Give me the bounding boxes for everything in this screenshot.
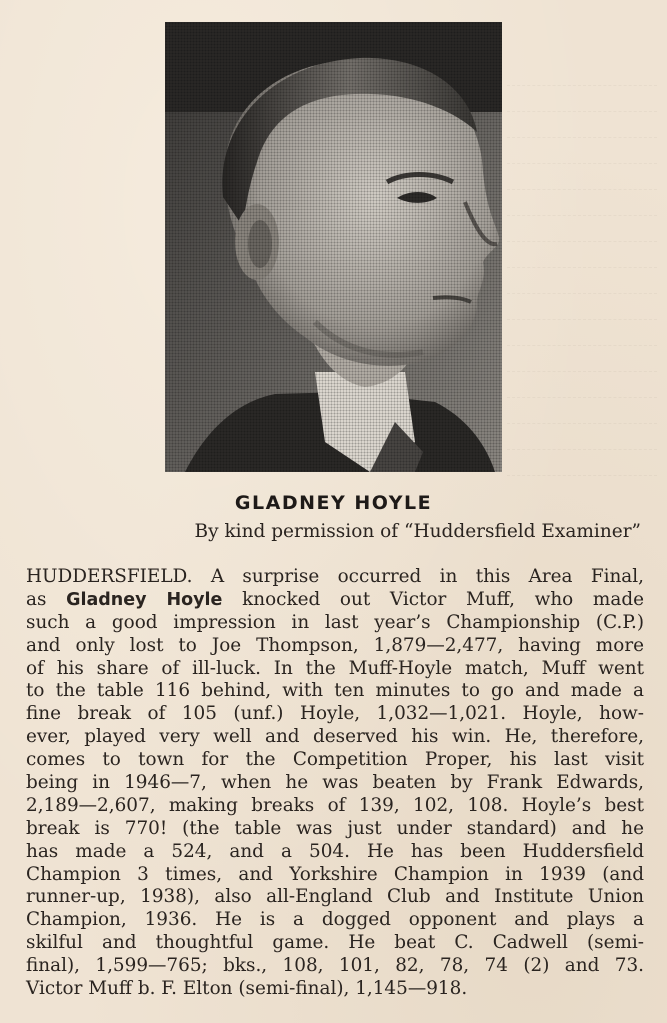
bleed-through-text xyxy=(497,20,667,490)
article-text: as xyxy=(26,588,67,610)
article-text: Victor Muff b. F. Elton (semi-final), 1,145—918. xyxy=(26,978,468,1000)
article-line xyxy=(26,978,644,1001)
article-text: and only lost to Joe Thompson, 1,879—2,477, having more xyxy=(26,634,644,656)
article-body xyxy=(26,566,644,1001)
article-text: 2,189—2,607, making breaks of 139, 102, 108. Hoyle’s best xyxy=(26,794,644,816)
article-line xyxy=(26,703,644,726)
portrait-photo xyxy=(165,22,502,472)
article-text: final), 1,599—765; bks., 108, 101, 82, 78, 74 (2) and 73. xyxy=(26,955,644,977)
article-text: ever, played very well and deserved his win. He, therefore, xyxy=(26,726,644,748)
article-line xyxy=(26,955,644,978)
article-text: HUDDERSFIELD. A surprise occurred in this Area Final, xyxy=(26,566,644,587)
article-text: Champion, 1936. He is a dogged opponent and plays a xyxy=(26,909,644,931)
article-line xyxy=(26,566,644,589)
article-text: knocked out Victor Muff, who made xyxy=(222,588,644,610)
article-text: of his share of ill-luck. In the Muff-Hoyle match, Muff went xyxy=(26,657,644,679)
article-line xyxy=(26,772,644,795)
caption-credit: By kind permission of “Huddersfield Examiner” xyxy=(194,521,641,542)
article-text: such a good impression in last year’s Championship (C.P.) xyxy=(26,611,644,633)
article-text: break is 770! (the table was just under standard) and he xyxy=(26,817,644,839)
article-line xyxy=(26,726,644,749)
article-line xyxy=(26,658,644,681)
article-text: skilful and thoughtful game. He beat C. Cadwell (semi- xyxy=(26,932,644,954)
article-text: fine break of 105 (unf.) Hoyle, 1,032—1,021. Hoyle, how- xyxy=(26,703,644,725)
article-text: comes to town for the Competition Proper, his last visit xyxy=(26,749,644,771)
article-line xyxy=(26,886,644,909)
halftone-screen xyxy=(165,22,502,472)
article-line xyxy=(26,589,644,612)
article-line xyxy=(26,612,644,635)
article-text: to the table 116 behind, with ten minutes to go and made a xyxy=(26,680,644,702)
article-line xyxy=(26,680,644,703)
article-text: has made a 524, and a 504. He has been Huddersfield xyxy=(26,840,644,862)
article-line xyxy=(26,909,644,932)
article-line xyxy=(26,864,644,887)
article-line xyxy=(26,795,644,818)
article-text: Champion 3 times, and Yorkshire Champion in 1939 (and xyxy=(26,863,644,885)
article-text: runner-up, 1938), also all-England Club and Institute Union xyxy=(26,886,644,908)
article-line xyxy=(26,749,644,772)
article-line xyxy=(26,818,644,841)
article-line xyxy=(26,635,644,658)
bold-name: Gladney Hoyle xyxy=(66,589,223,610)
article-line xyxy=(26,932,644,955)
article-text: being in 1946—7, when he was beaten by Frank Edwards, xyxy=(26,772,644,794)
caption-name: GLADNEY HOYLE xyxy=(234,492,433,514)
article-line xyxy=(26,841,644,864)
